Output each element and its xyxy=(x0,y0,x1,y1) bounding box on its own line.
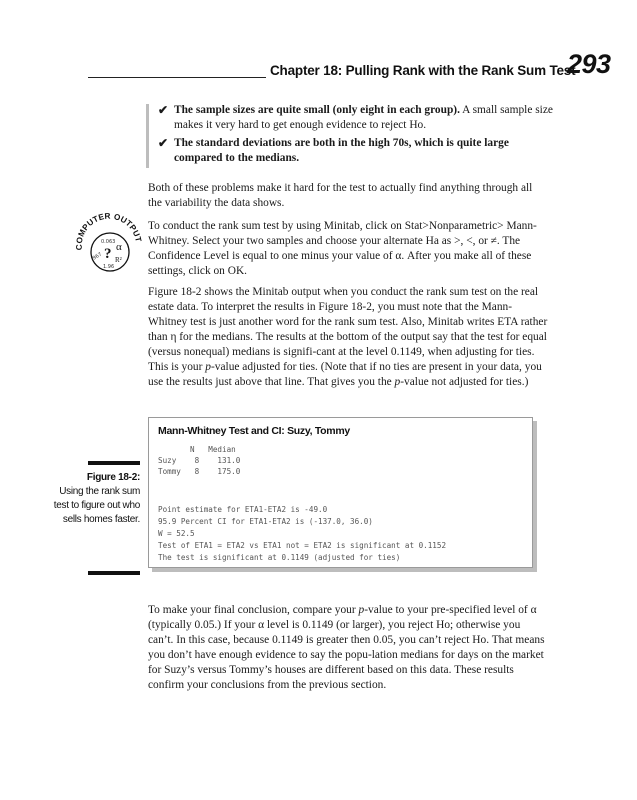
output-line: Test of ETA1 = ETA2 vs ETA1 not = ETA2 is significant at 0.1152 xyxy=(158,541,447,550)
check-icon: ✔ xyxy=(158,136,169,150)
figure-caption-rule-top xyxy=(88,461,140,465)
paragraph-4 xyxy=(148,603,548,693)
paragraph-3 xyxy=(148,285,548,390)
page-number: 293 xyxy=(567,49,611,79)
icon-number-left: 967 xyxy=(91,251,104,262)
output-table-row: Suzy 8 131.0 xyxy=(158,456,241,465)
chapter-title: Chapter 18: Pulling Rank with the Rank Sum Test xyxy=(270,63,576,78)
bullet-bold-text: The sample sizes are quite small (only eight in each group). xyxy=(174,104,460,116)
figure-caption xyxy=(52,471,140,527)
question-mark-icon: ? xyxy=(104,246,112,262)
bullet-list xyxy=(158,103,558,169)
output-line: Point estimate for ETA1-ETA2 is -49.0 xyxy=(158,505,328,514)
paragraph-3-part: Figure 18-2 shows the Minitab output when you conduct the rank sum test on the real estate data. To interpret the results in Figure 18-2, you must note that the Mann-Whitney test is just another word for the rank sum test. Also, Minitab writes ETA rather than η for the medians. The results at the bottom of the output say that the test for equal (versus nonequal) medians is signifi-cant at the level 0.1149, when adjusting for ties. This is your xyxy=(148,286,548,373)
output-title: Mann-Whitney Test and CI: Suzy, Tommy xyxy=(158,425,350,437)
icon-number-bottom: 1.96 xyxy=(103,264,115,270)
bullet-item xyxy=(158,103,558,133)
output-line: The test is significant at 0.1149 (adjusted for ties) xyxy=(158,553,401,562)
check-icon: ✔ xyxy=(158,103,169,117)
output-line: 95.9 Percent CI for ETA1-ETA2 is (-137.0, 36.0) xyxy=(158,517,373,526)
paragraph-4-part: -value to your pre-specified level of α (typically 0.05.) If your α level is 0.1149 (or larger), you reject Ho; otherwise you can’t. In this case, because 0.1149 is greater then 0.05, you can’t reject Ho. That means you don’t have enough evidence to say the popu-lation medians for days on the market for Suzy’s versus Tommy’s houses are different based on this data. These results confirm your conclusions from the previous section. xyxy=(148,604,545,691)
paragraph-4-part: To make your final conclusion, compare your xyxy=(148,604,359,616)
output-table-header: N Median xyxy=(158,445,236,454)
figure-label: Figure 18-2: xyxy=(86,472,140,483)
bullet-item xyxy=(158,136,558,166)
r-squared-icon: R² xyxy=(115,256,122,264)
paragraph-3-part: -value adjusted for ties. (Note that if no ties are present in your data, you use the results just above that line. That gives you the xyxy=(148,361,542,388)
header-rule xyxy=(88,77,266,78)
paragraph-1: Both of these problems make it hard for the test to actually find anything through all the variability the data shows. xyxy=(148,182,533,209)
bullet-bold-text: The standard deviations are both in the high 70s, which is quite large compared to the medians. xyxy=(174,137,509,164)
computer-output-icon xyxy=(74,212,146,280)
figure-caption-rule-bottom xyxy=(88,571,140,575)
output-table-row: Tommy 8 175.0 xyxy=(158,467,241,476)
bullet-text: A small sample size makes it very hard to get enough evidence to reject Ho. xyxy=(174,104,553,131)
icon-number-top: 0.063 xyxy=(101,239,116,245)
paragraph-2: To conduct the rank sum test by using Minitab, click on Stat>Nonparametric> Mann-Whitney. Select your two samples and choose your alternate Ha as >, <, or ≠. The Confidence Level is equal to one minus your value of α. After you make all of these settings, click on OK. xyxy=(148,220,537,277)
icon-arc-text: COMPUTER OUTPUT xyxy=(74,212,144,251)
paragraph-4-italic: p xyxy=(358,604,365,616)
paragraph-3-italic: p xyxy=(394,376,401,388)
minitab-output-box xyxy=(148,417,533,568)
figure-caption-text: Using the rank sum test to figure out who sells homes faster. xyxy=(53,486,140,525)
paragraph-3-italic: p xyxy=(205,361,211,373)
output-line: W = 52.5 xyxy=(158,529,195,538)
paragraph-3-part: -value not adjusted for ties.) xyxy=(400,376,529,388)
alpha-icon: α xyxy=(116,241,122,253)
bullet-list-bar xyxy=(146,104,149,168)
